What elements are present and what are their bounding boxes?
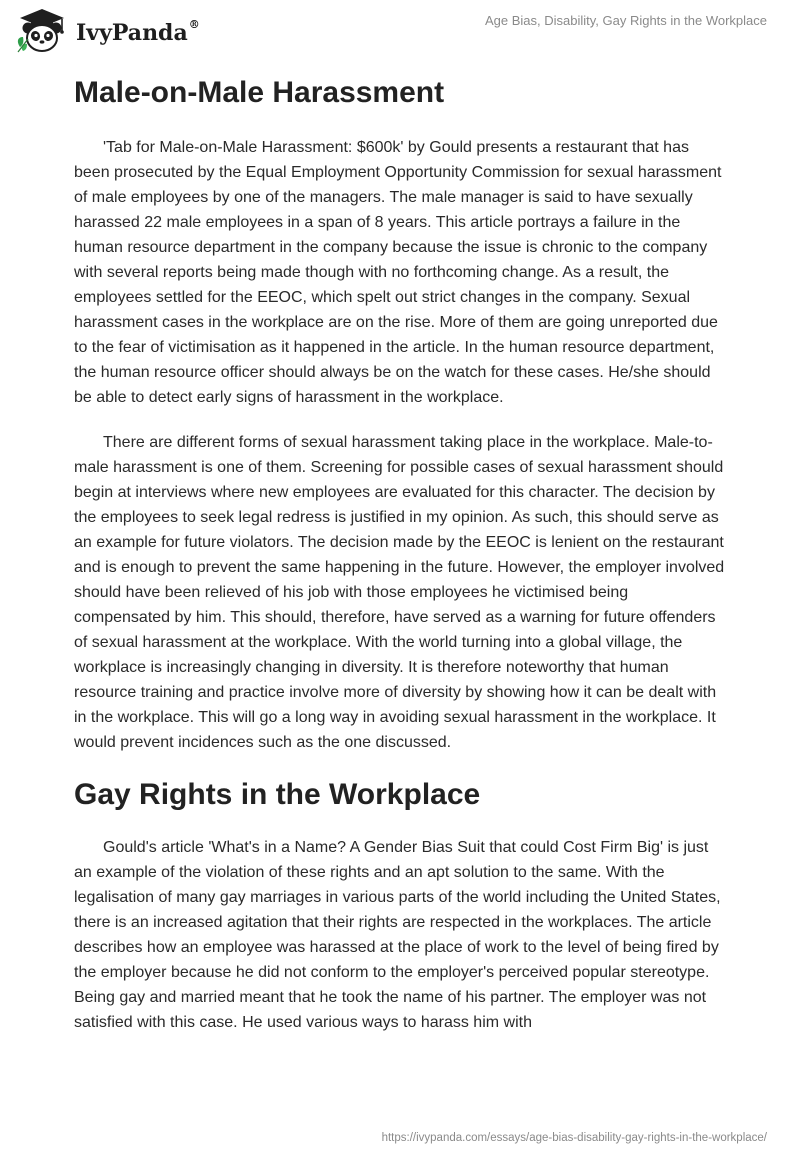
ivypanda-logo[interactable] <box>14 7 200 55</box>
essay-body <box>74 70 728 1055</box>
document-title: Age Bias, Disability, Gay Rights in the Workplace <box>484 13 767 28</box>
paragraph: Gould's article 'What's in a Name? A Gender Bias Suit that could Cost Firm Big' is just an example of the violation of these rights and an apt solution to the same. With the legalisation of many gay marriages in various parts of the world including the United States, there is an increased agitation that their rights are respected in the workplaces. The article describes how an employee was harassed at the place of work to the level of being fired by the employer because he did not conform to the employer's perceived popular stereotype. Being gay and married meant that he took the name of his partner. The employer was not satisfied with this case. He used various ways to harass him with <box>74 839 721 1031</box>
panda-graduate-icon <box>14 7 70 55</box>
paragraph: 'Tab for Male-on-Male Harassment: $600k' by Gould presents a restaurant that has been prosecuted by the Equal Employment Opportunity Commission for sexual harassment of male employees by one of the managers. The male manager is said to have sexually harassed 22 male employees in a span of 8 years. This article portrays a failure in the human resource department in the company because the issue is chronic to the company with several reports being made though with no forthcoming change. As a result, the employees settled for the EEOC, which spelt out strict changes in the company. Sexual harassment cases in the workplace are on the rise. More of them are going unreported due to the fear of victimisation as it happened in the article. In the human resource department, the human resource officer should always be on the watch for these cases. He/she should be able to detect early signs of harassment in the workplace. <box>74 139 722 406</box>
paragraph: There are different forms of sexual harassment taking place in the workplace. Male-to-male harassment is one of them. Screening for possible cases of sexual harassment should begin at interviews where new employees are evaluated for this character. The decision by the employees to seek legal redress is justified in my opinion. As such, this should serve as an example for future violators. The decision made by the EEOC is lenient on the restaurant and is enough to prevent the same happening in the future. However, the employer involved should have been relieved of his job with those employees he victimised being compensated by him. This should, therefore, have served as a warning for future offenders of sexual harassment at the workplace. With the world turning into a global village, the workplace is increasingly changing in diversity. It is therefore noteworthy that human resource training and practice involve more of diversity by showing how it can be dealt with in the workplace. This will go a long way in avoiding sexual harassment in the workplace. It would prevent incidences such as the one discussed. <box>74 434 725 751</box>
section-heading-male-harassment: Male-on-Male Harassment <box>74 76 445 109</box>
section-heading-gay-rights: Gay Rights in the Workplace <box>74 778 481 811</box>
source-url[interactable]: https://ivypanda.com/essays/age-bias-disability-gay-rights-in-the-workplace/ <box>381 1132 767 1144</box>
page-header <box>0 0 800 60</box>
logo-wordmark: IvyPanda® <box>76 18 200 46</box>
